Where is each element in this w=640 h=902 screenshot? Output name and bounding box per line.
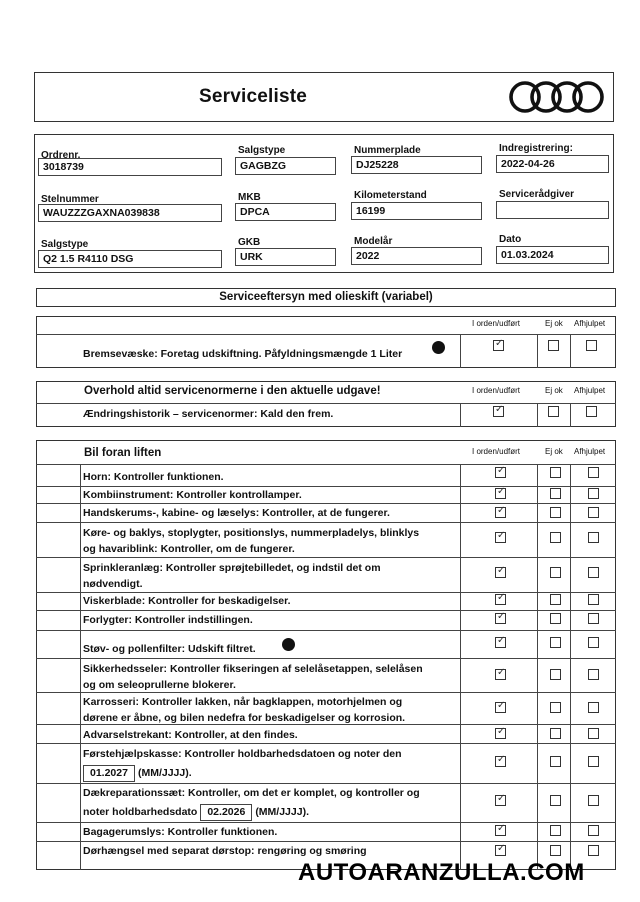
- ok-checkbox[interactable]: [495, 613, 506, 624]
- table-row: [36, 724, 616, 741]
- section-title: Overhold altid servicenormerne i den aktuelle udgave!: [84, 385, 381, 397]
- col-afhjulpet-header: Afhjulpet: [574, 386, 606, 395]
- afhjulpet-checkbox[interactable]: [588, 795, 599, 806]
- col-ej-ok-header: Ej ok: [545, 319, 563, 328]
- ej-ok-checkbox[interactable]: [550, 728, 561, 739]
- table-row: [36, 522, 616, 555]
- column-divider: [460, 403, 461, 427]
- bullet-dot-icon: [432, 341, 445, 354]
- four-rings-logo-icon: [507, 79, 607, 115]
- afhjulpet-checkbox[interactable]: [588, 507, 599, 518]
- row-text: Advarselstrekant: Kontroller, at den findes.: [83, 729, 298, 741]
- date-format-hint: (MM/JJJJ).: [255, 806, 309, 818]
- ej-ok-checkbox[interactable]: [550, 594, 561, 605]
- title-bar: [34, 72, 614, 122]
- ok-checkbox[interactable]: [495, 795, 506, 806]
- afhjulpet-checkbox[interactable]: [588, 567, 599, 578]
- afhjulpet-checkbox[interactable]: [588, 702, 599, 713]
- ok-checkbox[interactable]: [495, 532, 506, 543]
- ok-checkbox[interactable]: [493, 340, 504, 351]
- row-text: Ændringshistorik – servicenormer: Kald den frem.: [83, 408, 334, 420]
- ej-ok-checkbox[interactable]: [550, 613, 561, 624]
- row-text-line2: og om seleopruller​ne blokerer.: [83, 679, 236, 691]
- col-ej-ok-header: Ej ok: [545, 447, 563, 456]
- ej-ok-checkbox[interactable]: [550, 795, 561, 806]
- ok-checkbox[interactable]: [495, 567, 506, 578]
- ej-ok-checkbox[interactable]: [550, 532, 561, 543]
- row-text: Bremsevæske: Foretag udskiftning. Påfyldningsmængde 1 Liter: [83, 348, 403, 360]
- ok-checkbox[interactable]: [495, 669, 506, 680]
- col-ok-header: I orden/udført: [472, 319, 521, 328]
- dato-label: Dato: [499, 234, 522, 245]
- afhjulpet-checkbox[interactable]: [588, 488, 599, 499]
- ej-ok-checkbox[interactable]: [550, 845, 561, 856]
- model-label: Salgstype: [41, 239, 89, 250]
- row-text-line2: noter holdbarhedsdato: [83, 806, 198, 818]
- page-title: Serviceliste: [199, 86, 308, 107]
- mkb-label: MKB: [238, 192, 261, 203]
- nummerplade-label: Nummerplade: [354, 145, 421, 156]
- stelnummer-label: Stelnummer: [41, 194, 99, 205]
- column-divider: [537, 334, 538, 368]
- col-afhjulpet-header: Afhjulpet: [574, 447, 606, 456]
- row-text: Kombiinstrument: Kontroller kontrollamper.: [83, 489, 302, 501]
- section-1-divider: [36, 334, 616, 335]
- stelnummer-field: WAUZZZGAXNA039838: [38, 204, 222, 222]
- ok-checkbox[interactable]: [495, 467, 506, 478]
- ok-checkbox[interactable]: [495, 702, 506, 713]
- afhjulpet-checkbox[interactable]: [588, 756, 599, 767]
- afhjulpet-checkbox[interactable]: [586, 340, 597, 351]
- afhjulpet-checkbox[interactable]: [588, 467, 599, 478]
- table-row: [36, 692, 616, 724]
- ej-ok-checkbox[interactable]: [550, 467, 561, 478]
- row-text: Støv- og pollenfilter: Udskift filtret.: [83, 643, 256, 655]
- col-ok-header: I orden/udført: [472, 447, 521, 456]
- afhjulpet-checkbox[interactable]: [588, 669, 599, 680]
- ordrenr-label: Ordrenr.: [41, 150, 81, 161]
- table-row: [36, 841, 616, 857]
- ordrenr-field: 3018739: [38, 158, 222, 176]
- expiry-date-field: 02.2026: [200, 804, 252, 821]
- column-divider: [537, 464, 538, 870]
- ej-ok-checkbox[interactable]: [548, 406, 559, 417]
- ok-checkbox[interactable]: [495, 845, 506, 856]
- nummerplade-field: DJ25228: [351, 156, 482, 174]
- table-row: [36, 822, 616, 838]
- modelaar-label: Modelår: [354, 236, 393, 247]
- row-text: Handskerums-, kabine- og læselys: Kontroller, at de fungerer.: [83, 507, 390, 519]
- ej-ok-checkbox[interactable]: [550, 756, 561, 767]
- indregistrering-field: 2022-04-26: [496, 155, 609, 173]
- row-text-line1: Dækreparationssæt: Kontroller, om det er komplet, og kontroller og: [83, 787, 420, 799]
- row-text: Dørhængsel med separat dørstop: rengøring og smøring: [83, 845, 367, 857]
- ej-ok-checkbox[interactable]: [548, 340, 559, 351]
- table-row: [36, 783, 616, 818]
- column-divider: [460, 334, 461, 368]
- row-text-line1: Karrosseri: Kontroller lakken, når bagklappen, motorhjelmen og: [83, 696, 403, 708]
- row-text-line2: og havariblink: Kontroller, om de fungerer.: [83, 543, 295, 555]
- kilometerstand-field: 16199: [351, 202, 482, 220]
- ok-checkbox[interactable]: [495, 507, 506, 518]
- row-text-line2: nødvendigt.: [83, 578, 143, 590]
- row-date-line: [80, 765, 192, 782]
- afhjulpet-checkbox[interactable]: [588, 728, 599, 739]
- column-divider: [537, 403, 538, 427]
- row-text-line2: dørene er åbne, og bilen nedefra for beskadigelser og korrosion.: [83, 712, 406, 724]
- gkb-field: URK: [235, 248, 336, 266]
- expiry-date-field: 01.2027: [83, 765, 135, 782]
- bullet-dot-icon: [282, 638, 295, 651]
- ok-checkbox[interactable]: [495, 488, 506, 499]
- row-text: Bagagerumslys: Kontroller funktionen.: [83, 826, 278, 838]
- section-title: Bil foran liften: [84, 447, 162, 459]
- afhjulpet-checkbox[interactable]: [588, 594, 599, 605]
- table-row: [36, 557, 616, 590]
- table-row: [36, 464, 616, 483]
- serviceraadgiver-label: Servicerådgiver: [499, 189, 575, 200]
- ok-checkbox[interactable]: [495, 637, 506, 648]
- ok-checkbox[interactable]: [495, 594, 506, 605]
- ok-checkbox[interactable]: [493, 406, 504, 417]
- modelaar-field: 2022: [351, 247, 482, 265]
- table-row: [36, 610, 616, 626]
- table-row: [36, 743, 616, 779]
- gkb-label: GKB: [238, 237, 261, 248]
- table-row: [36, 658, 616, 691]
- afhjulpet-checkbox[interactable]: [588, 613, 599, 624]
- row-text: Viskerblade: Kontroller for beskadigelser.: [83, 595, 291, 607]
- dato-field: 01.03.2024: [496, 246, 609, 264]
- ok-checkbox[interactable]: [495, 728, 506, 739]
- col-ok-header: I orden/udført: [472, 386, 521, 395]
- section-title: Serviceeftersyn med olieskift (variabel): [219, 291, 433, 303]
- salgstype-label: Salgstype: [238, 145, 286, 156]
- ej-ok-checkbox[interactable]: [550, 702, 561, 713]
- row-text: Forlygter: Kontroller indstillingen.: [83, 614, 253, 626]
- ok-checkbox[interactable]: [495, 825, 506, 836]
- row-gutter-divider: [80, 464, 81, 870]
- column-divider: [460, 464, 461, 870]
- row-text-line1: Køre- og baklys, stoplygter, positionslys, nummerpladelys, blinklys: [83, 527, 420, 539]
- kilometerstand-label: Kilometerstand: [354, 190, 427, 201]
- mkb-field: DPCA: [235, 203, 336, 221]
- afhjulpet-checkbox[interactable]: [588, 532, 599, 543]
- indregistrering-label: Indregistrering:: [499, 143, 573, 154]
- row-text-line1: Sprinkleranlæg: Kontroller sprøjtebilledet, og indstil det om: [83, 562, 381, 574]
- model-field: Q2 1.5 R4110 DSG: [38, 250, 222, 268]
- table-row: [36, 592, 616, 607]
- row-text-line1: Førstehjælpskasse: Kontroller holdbarhedsdatoen og noter den: [83, 748, 402, 760]
- afhjulpet-checkbox[interactable]: [588, 637, 599, 648]
- column-divider: [570, 464, 571, 870]
- ok-checkbox[interactable]: [495, 756, 506, 767]
- ej-ok-checkbox[interactable]: [550, 488, 561, 499]
- table-row: [36, 403, 616, 420]
- watermark-text: AUTOARANZULLA.COM: [298, 859, 585, 886]
- row-date-line: [83, 804, 309, 821]
- table-row: [36, 630, 616, 655]
- col-afhjulpet-header: Afhjulpet: [574, 319, 606, 328]
- afhjulpet-checkbox[interactable]: [588, 825, 599, 836]
- ej-ok-checkbox[interactable]: [550, 567, 561, 578]
- ej-ok-checkbox[interactable]: [550, 637, 561, 648]
- row-text: Horn: Kontroller funktionen.: [83, 471, 224, 483]
- row-text-line1: Sikkerhedsseler: Kontroller fikseringen af selelåsetappen, selelåsen: [83, 663, 423, 675]
- salgstype-field: GAGBZG: [235, 157, 336, 175]
- afhjulpet-checkbox[interactable]: [586, 406, 597, 417]
- section-header-olieskift: [36, 288, 616, 307]
- serviceraadgiver-field: [496, 201, 609, 219]
- date-format-hint: (MM/JJJJ).: [137, 767, 192, 779]
- ej-ok-checkbox[interactable]: [550, 669, 561, 680]
- ej-ok-checkbox[interactable]: [550, 825, 561, 836]
- afhjulpet-checkbox[interactable]: [588, 845, 599, 856]
- col-ej-ok-header: Ej ok: [545, 386, 563, 395]
- column-divider: [570, 334, 571, 368]
- table-row: [36, 486, 616, 501]
- column-divider: [570, 403, 571, 427]
- ej-ok-checkbox[interactable]: [550, 507, 561, 518]
- table-row: [36, 503, 616, 519]
